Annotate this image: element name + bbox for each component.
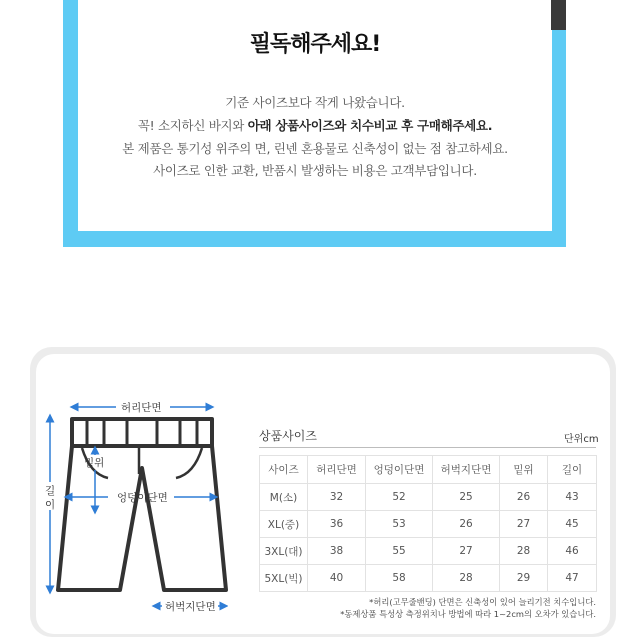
cell-length: 46 xyxy=(548,538,597,565)
size-table xyxy=(259,455,597,592)
cell-thigh: 25 xyxy=(433,484,500,511)
header-hip: 엉덩이단면 xyxy=(366,456,433,484)
notice-line-2-lead: 꼭! 소지하신 바지와 xyxy=(137,118,248,133)
size-table-title: 상품사이즈 xyxy=(259,429,317,443)
cell-rise: 28 xyxy=(500,538,548,565)
cell-thigh: 27 xyxy=(433,538,500,565)
notice-line-4: 사이즈로 인한 교환, 반품시 발생하는 비용은 고객부담입니다. xyxy=(153,163,477,178)
shorts-diagram xyxy=(38,392,228,622)
waist-label: 허리단면 xyxy=(121,402,162,414)
shorts-outline-icon xyxy=(58,419,226,590)
cell-hip: 53 xyxy=(366,511,433,538)
length-label-top: 길 xyxy=(45,485,56,497)
cell-rise: 26 xyxy=(500,484,548,511)
thigh-label: 허벅지단면 xyxy=(165,601,216,613)
notice-tab-accent xyxy=(551,0,566,30)
notice-line-3: 본 제품은 통기성 위주의 면, 린넨 혼용물로 신축성이 없는 점 참고하세요. xyxy=(122,141,508,156)
table-row xyxy=(260,538,597,565)
cell-waist: 36 xyxy=(308,511,366,538)
cell-hip: 55 xyxy=(366,538,433,565)
cell-hip: 58 xyxy=(366,565,433,592)
table-row xyxy=(260,484,597,511)
cell-waist: 32 xyxy=(308,484,366,511)
cell-length: 47 xyxy=(548,565,597,592)
length-label-bottom: 이 xyxy=(45,499,56,511)
cell-size: M(소) xyxy=(260,484,308,511)
notice-line-2-emphasis: 아래 상품사이즈와 치수비교 후 구매해주세요. xyxy=(247,118,493,133)
rise-label: 밑위 xyxy=(84,457,105,469)
notice-title: 필독해주세요! xyxy=(249,32,381,57)
cell-size: 3XL(대) xyxy=(260,538,308,565)
cell-size: 5XL(빅) xyxy=(260,565,308,592)
size-unit: 단위cm xyxy=(564,434,599,445)
cell-waist: 38 xyxy=(308,538,366,565)
cell-waist: 40 xyxy=(308,565,366,592)
footnote-tolerance: *동제상품 특성상 측정위치나 방법에 따라 1~2cm의 오차가 있습니다. xyxy=(340,609,596,619)
notice-line-2 xyxy=(78,116,552,134)
cell-thigh: 26 xyxy=(433,511,500,538)
footnote-waist: *허리(고무줄밴딩) 단면은 신축성이 있어 늘리기전 치수입니다. xyxy=(369,597,596,607)
table-row xyxy=(260,565,597,592)
cell-rise: 27 xyxy=(500,511,548,538)
cell-size: XL(중) xyxy=(260,511,308,538)
table-row xyxy=(260,511,597,538)
belt-loops-icon xyxy=(87,419,197,446)
cell-length: 45 xyxy=(548,511,597,538)
header-rise: 밑위 xyxy=(500,456,548,484)
cell-hip: 52 xyxy=(366,484,433,511)
title-divider xyxy=(259,447,596,448)
notice-line-1: 기준 사이즈보다 작게 나왔습니다. xyxy=(225,95,405,110)
hip-label: 엉덩이단면 xyxy=(117,492,168,504)
cell-thigh: 28 xyxy=(433,565,500,592)
header-waist: 허리단면 xyxy=(308,456,366,484)
header-length: 길이 xyxy=(548,456,597,484)
header-thigh: 허벅지단면 xyxy=(433,456,500,484)
cell-length: 43 xyxy=(548,484,597,511)
cell-rise: 29 xyxy=(500,565,548,592)
header-size: 사이즈 xyxy=(260,456,308,484)
size-table-header-row xyxy=(260,456,597,484)
